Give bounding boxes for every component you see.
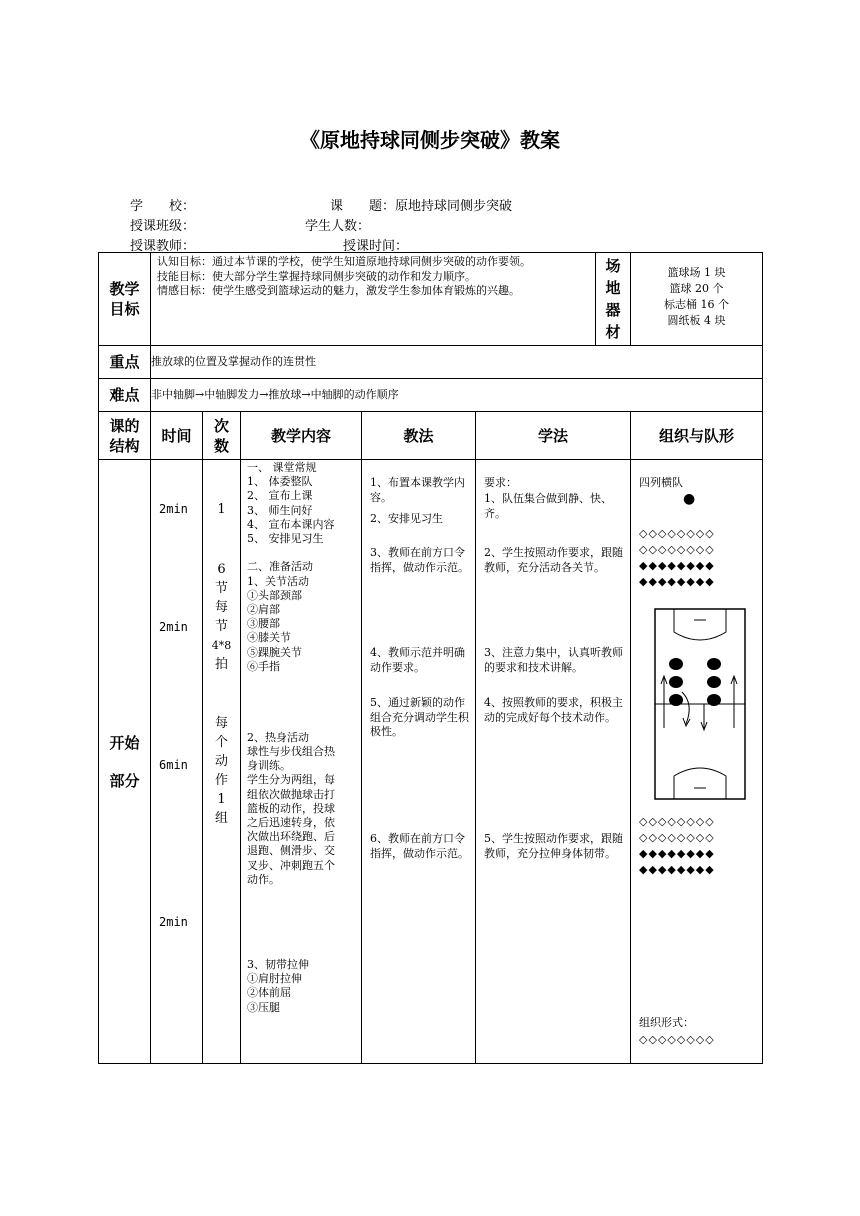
count-char: 每 <box>214 600 228 615</box>
teaching-step-6: 6、教师在前方口令指挥，做动作示范。 <box>370 832 469 860</box>
header-organization: 组织与队形 <box>631 412 763 460</box>
section-label <box>99 460 151 1064</box>
learning-step-5: 5、学生按照动作要求，跟随教师，充分拉伸身体韧带。 <box>484 832 623 860</box>
org-form-label: 组织形式： <box>639 1016 695 1029</box>
content-line: 篮板的动作，投球 <box>247 801 335 815</box>
key-point-text: 推放球的位置及掌握动作的连贯性 <box>151 346 763 379</box>
content-line <box>247 930 355 944</box>
equipment-label: 场地器材 <box>595 253 630 345</box>
count-char: 6 <box>217 562 226 577</box>
learning-method-column <box>476 460 631 1064</box>
equipment-item: 标志桶 16 个 <box>664 298 730 311</box>
content-line: 4、 宣布本课内容 <box>247 517 335 531</box>
formation-solid-row: ◆◆◆◆◆◆◆◆ <box>639 847 715 860</box>
content-line: 二、准备活动 <box>247 560 313 574</box>
count-char: 4*8 <box>211 639 232 652</box>
content-line: ②体前屈 <box>247 986 291 1000</box>
formation-hollow-row: ◇◇◇◇◇◇◇◇ <box>639 543 715 556</box>
count-char: 作 <box>214 773 228 788</box>
difficulty-label: 难点 <box>99 379 151 412</box>
count-second <box>203 560 240 674</box>
content-line: 一、 课堂常规 <box>247 461 317 474</box>
content-line: 5、 安排见习生 <box>247 532 324 546</box>
formation-solid-row: ◆◆◆◆◆◆◆◆ <box>639 863 715 876</box>
content-line: 1、 体委整队 <box>247 475 313 489</box>
goals-label: 教学目标 <box>99 253 151 346</box>
formation-solid-row: ◆◆◆◆◆◆◆◆ <box>639 575 715 588</box>
content-line <box>247 702 355 716</box>
player-dot <box>707 694 721 706</box>
content-line: ③腰部 <box>247 617 280 631</box>
player-dot <box>707 676 721 688</box>
section-label-part: 部分 <box>109 771 140 790</box>
teaching-step-3: 3、教师在前方口令指挥，做动作示范。 <box>370 546 469 574</box>
equipment-list <box>631 253 763 346</box>
content-line: 退跑、侧滑步、交 <box>247 844 335 858</box>
header-structure: 课的结构 <box>99 412 151 460</box>
content-line <box>247 901 355 915</box>
content-line <box>247 688 355 702</box>
goals-text <box>151 253 595 345</box>
player-dot <box>669 694 683 706</box>
content-line: 3、 师生问好 <box>247 503 313 517</box>
goal-cognitive: 认知目标：通过本节课的学校，使学生知道原地持球同侧步突破的动作要领。 <box>157 255 531 268</box>
court-diagram <box>654 608 746 800</box>
meta-teacher: 授课教师： <box>130 239 196 254</box>
content-line: ⑥手指 <box>247 659 280 673</box>
equipment-item: 篮球 20 个 <box>669 282 724 295</box>
formation-hollow-row: ◇◇◇◇◇◇◇◇ <box>639 527 715 540</box>
count-column <box>203 460 241 1064</box>
meta-topic: 课 题：原地持球同侧步突破 <box>330 199 513 214</box>
player-dot <box>669 676 683 688</box>
content-line <box>247 546 355 560</box>
page-title: 《原地持球同侧步突破》教案 <box>300 128 560 152</box>
section-label-start: 开始 <box>109 733 140 752</box>
content-line: 3、韧带拉伸 <box>247 957 309 971</box>
formation-hollow-row: ◇◇◇◇◇◇◇◇ <box>639 831 715 844</box>
key-point-label: 重点 <box>99 346 151 379</box>
teaching-method-column <box>362 460 476 1064</box>
header-time: 时间 <box>151 412 203 460</box>
content-line: 身训练。 <box>247 759 291 773</box>
content-line: ②肩部 <box>247 603 280 617</box>
content-line <box>247 717 355 731</box>
player-dot <box>707 658 721 670</box>
count-first: 1 <box>217 502 226 517</box>
content-line: 2、热身活动 <box>247 730 309 744</box>
count-third <box>203 714 240 828</box>
teaching-step-2: 2、安排见习生 <box>370 512 443 525</box>
count-char: 1 <box>217 792 226 807</box>
goal-skill: 技能目标：使大部分学生掌握持球同侧步突破的动作和发力顺序。 <box>157 269 476 283</box>
time-2: 2min <box>159 620 188 634</box>
meta-time: 授课时间： <box>343 239 409 254</box>
teacher-dot-icon: ● <box>683 491 696 507</box>
organization-column <box>631 460 763 1064</box>
count-char: 组 <box>214 811 228 826</box>
header-teaching-method: 教法 <box>362 412 476 460</box>
content-line: 球性与步伐组合热 <box>247 744 335 758</box>
content-line: 动作。 <box>247 872 280 886</box>
meta-students: 学生人数： <box>305 219 371 234</box>
formation-solid-row: ◆◆◆◆◆◆◆◆ <box>639 559 715 572</box>
content-line: 1、关节活动 <box>247 574 309 588</box>
count-char: 每 <box>214 716 228 731</box>
goals-cell <box>151 253 631 346</box>
header-learning-method: 学法 <box>476 412 631 460</box>
header-content: 教学内容 <box>241 412 362 460</box>
content-line <box>247 944 355 958</box>
content-line <box>247 887 355 901</box>
meta-school: 学 校： <box>130 199 196 214</box>
content-line: 之后迅速转身，依 <box>247 816 335 829</box>
content-lines <box>247 461 355 1015</box>
formation-hollow-row: ◇◇◇◇◇◇◇◇ <box>639 815 715 828</box>
content-line: 组依次做抛球击打 <box>247 787 335 801</box>
goal-emotion: 情感目标：使学生感受到篮球运动的魅力，激发学生参加体育锻炼的兴趣。 <box>157 284 520 297</box>
equipment-item: 篮球场 1 块 <box>667 266 726 279</box>
content-line: ④膝关节 <box>247 631 291 645</box>
content-line: ①肩肘拉伸 <box>247 972 302 986</box>
content-line <box>247 915 355 929</box>
content-column <box>241 460 362 1064</box>
learning-step-2: 2、学生按照动作要求，跟随教师，充分活动各关节。 <box>484 546 623 574</box>
time-3: 6min <box>159 758 188 772</box>
count-char: 节 <box>214 619 228 634</box>
count-char: 拍 <box>214 657 228 672</box>
time-1: 2min <box>159 502 188 516</box>
teaching-step-1: 1、布置本课教学内容。 <box>370 476 465 504</box>
content-line: 学生分为两组，每 <box>247 773 335 787</box>
content-line: 次做出环绕跑、后 <box>247 830 335 844</box>
learning-step-1: 1、队伍集合做到静、快、齐。 <box>484 492 612 520</box>
count-char: 节 <box>214 581 228 596</box>
lesson-plan-table <box>98 252 763 1064</box>
content-line <box>247 674 355 688</box>
content-line: ⑤踝腕关节 <box>247 645 302 659</box>
player-dot <box>669 658 683 670</box>
learning-step-4: 4、按照教师的要求，积极主动的完成好每个技术动作。 <box>484 696 623 724</box>
time-4: 2min <box>159 915 188 929</box>
header-count: 次数 <box>203 412 241 460</box>
teaching-step-5: 5、通过新颖的动作组合充分调动学生积极性。 <box>370 696 469 738</box>
learning-step-3: 3、注意力集中，认真听教师的要求和技术讲解。 <box>484 646 623 674</box>
equipment-item: 圆纸板 4 块 <box>667 314 726 327</box>
count-char: 个 <box>214 735 228 750</box>
difficulty-text: 非中轴脚→中轴脚发力→推放球→中轴脚的动作顺序 <box>151 379 763 412</box>
formation-label: 四列横队 <box>639 476 684 489</box>
learning-req: 要求： <box>484 476 517 489</box>
content-line: 叉步、冲刺跑五个 <box>247 858 335 872</box>
content-line: ③压腿 <box>247 1000 280 1014</box>
teaching-step-4: 4、教师示范并明确动作要求。 <box>370 646 465 674</box>
count-char: 动 <box>214 754 228 769</box>
meta-class: 授课班级： <box>130 219 196 234</box>
content-line: 2、 宣布上课 <box>247 489 313 503</box>
time-column <box>151 460 203 1064</box>
formation-hollow-row: ◇◇◇◇◇◇◇◇ <box>639 1033 715 1046</box>
content-line: ①头部颈部 <box>247 588 302 602</box>
